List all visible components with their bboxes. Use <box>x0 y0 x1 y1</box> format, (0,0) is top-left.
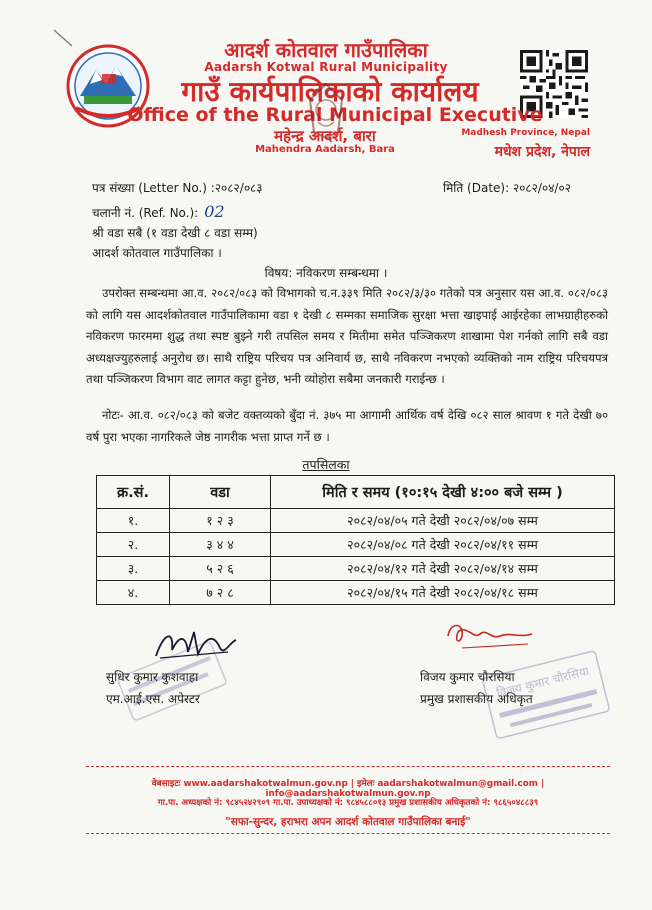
cell-date: २०८२/०४/१५ गते देखी २०८२/०४/१८ सम्म <box>271 581 615 605</box>
recipient-line-2: आदर्श कोतवाल गाउँपालिका । <box>92 246 222 260</box>
schedule-table <box>96 475 615 605</box>
footer-divider-bottom <box>86 833 610 834</box>
letter-note: नोटः- आ.व. ०८२/०८३ को बजेट वक्तव्यको बुँदा नं. ३७५ मा आगामी आर्थिक वर्ष देखि ०८२ साल श्रावण १ गते देखी ७० वर्ष पुरा भएका नागरिकले जेष्ठ नागरीक भत्ता प्राप्त गर्ने छ । <box>86 408 608 444</box>
letter-number <box>92 179 263 196</box>
office-name-nepali: गाउँ कार्यपालिकाको कार्यालय <box>181 75 479 108</box>
cell-serial: ४. <box>97 581 170 605</box>
date-label: मिति (Date): <box>443 181 513 195</box>
schedule-title: तपसिलका <box>302 457 350 472</box>
province-nepali: मधेश प्रदेश, नेपाल <box>494 144 590 160</box>
table-row <box>97 557 615 581</box>
footer-divider <box>86 766 610 767</box>
stamp-name-text: विजय कुमार चौरसिया <box>495 663 591 701</box>
cell-ward: ५ २ ६ <box>170 557 271 581</box>
cell-serial: ३. <box>97 557 170 581</box>
table-row <box>97 509 615 533</box>
footer-contact: वेबसाइटः www.aadarshakotwalmun.gov.np | इमेलः aadarshakotwalmun@gmail.com | info@aadarshakotwalmun.gov.np <box>151 779 545 799</box>
table-row <box>97 533 615 557</box>
footer-slogan: "सफा-सुन्दर, हराभरा अपन आदर्श कोतवाल गाउँपालिका बनाई" <box>225 816 471 828</box>
location-english: Mahendra Aadarsh, Bara <box>255 144 395 155</box>
footer-phones: गा.पा. अध्यक्षको नं: ९८४५२४२९०९ गा.पा. उपाध्यक्षको नं: ९८४५८८०१३ प्रमुख प्रशासकीय अधिकृतको नं: ९८६५०४८८३९ <box>157 798 539 808</box>
cell-serial: २. <box>97 533 170 557</box>
header-date-time: मिति र समय (१०:१५ देखी ४:०० बजे सम्म ) <box>271 476 615 509</box>
cell-date: २०८२/०४/०८ गते देखी २०८२/०४/११ सम्म <box>271 533 615 557</box>
letter-number-label: पत्र संख्या (Letter No.) : <box>92 181 215 195</box>
cell-ward: ७ २ ८ <box>170 581 271 605</box>
municipality-name-nepali: आदर्श कोतवाल गाउँपालिका <box>224 38 428 62</box>
recipient-line-1: श्री वडा सबै (१ वडा देखी ८ वडा सम्म) <box>92 226 258 240</box>
province-english: Madhesh Province, Nepal <box>461 128 590 138</box>
table-row <box>97 581 615 605</box>
cell-serial: १. <box>97 509 170 533</box>
left-signature <box>150 622 240 664</box>
header-ward: वडा <box>170 476 271 509</box>
table-header-row <box>97 476 615 509</box>
left-signatory-title: एम.आई.एस. अपेरटर <box>106 692 200 706</box>
letter-subject: विषय: नविकरण सम्बन्धमा । <box>264 266 388 280</box>
left-signatory-name: सुधिर कुमार कुशवाहा <box>106 670 199 684</box>
cell-date: २०८२/०४/१२ गते देखी २०८२/०४/१४ सम्म <box>271 557 615 581</box>
cell-ward: ३ ४ ४ <box>170 533 271 557</box>
municipality-name-english: Aadarsh Kotwal Rural Municipality <box>204 60 448 74</box>
cell-ward: १ २ ३ <box>170 509 271 533</box>
reference-number <box>92 202 225 221</box>
office-name-english: Office of the Rural Municipal Executive <box>127 104 543 126</box>
letter-date <box>443 179 571 196</box>
right-signatory-title: प्रमुख प्रशासकीय अधिकृत <box>420 692 533 706</box>
location-nepali: महेन्द्र आदर्श, बारा <box>274 127 376 145</box>
ref-number-label: चलानी नं. (Ref. No.): <box>92 206 199 220</box>
cell-date: २०८२/०४/०५ गते देखी २०८२/०४/०७ सम्म <box>271 509 615 533</box>
date-value: २०८२/०४/०२ <box>512 181 571 195</box>
letter-number-value: २०८२/०८३ <box>214 181 263 195</box>
header-serial: क्र.सं. <box>97 476 170 509</box>
right-signatory-name: विजय कुमार चौरसिया <box>420 670 515 684</box>
letter-body: उपरोक्त सम्बन्धमा आ.व. २०८२/०८३ को विभागको च.न.३३९ मिति २०८२/३/३० गतेको पत्र अनुसार यस आ.व. ०८२/०८३ को लागि यस आदर्शकोतवाल गाउँपालिकामा वडा १ देखी ८ सम्मका समाजिक सुरक्षा भत्ता खाइपाई आईरहेका लाभग्राहीहरुको नविकरण फारममा शुद्ध तथा स्पष्ट बुझ्ने गरी तपसिल समय र मितीमा समेत पञ्जिकरण शाखामा पेश गर्नको लागि सबै वडा अध्यक्षज्युहरुलाई अनुरोध छ। साथै राष्ट्रिय परिचय पत्र अनिवार्य छ, साथै नविकरण नभएको व्यक्तिको नाम राष्ट्रिय परिचयपत्र तथा पञ्जिकरण विभाग वाट लागत कट्टा हुनेछ, भनी व्योहोरा सबैमा जनकारी गराईन्छ । <box>86 286 608 387</box>
ref-number-handwritten: 02 <box>204 202 225 221</box>
